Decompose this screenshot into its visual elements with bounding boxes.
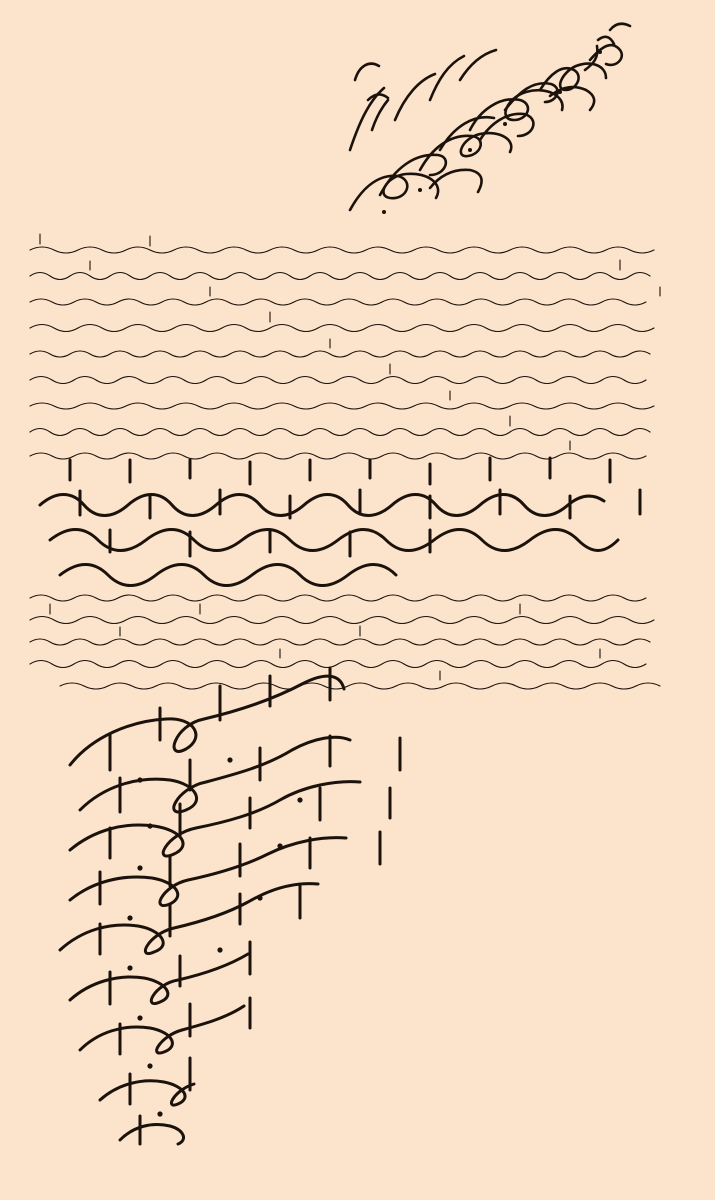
bottom-annotation [60, 668, 400, 1144]
middle-heading-block [40, 458, 640, 586]
lower-text-block-lines [30, 604, 660, 689]
top-right-annotation [350, 24, 630, 210]
upper-text-block [30, 234, 660, 459]
lower-text-block [30, 595, 646, 601]
